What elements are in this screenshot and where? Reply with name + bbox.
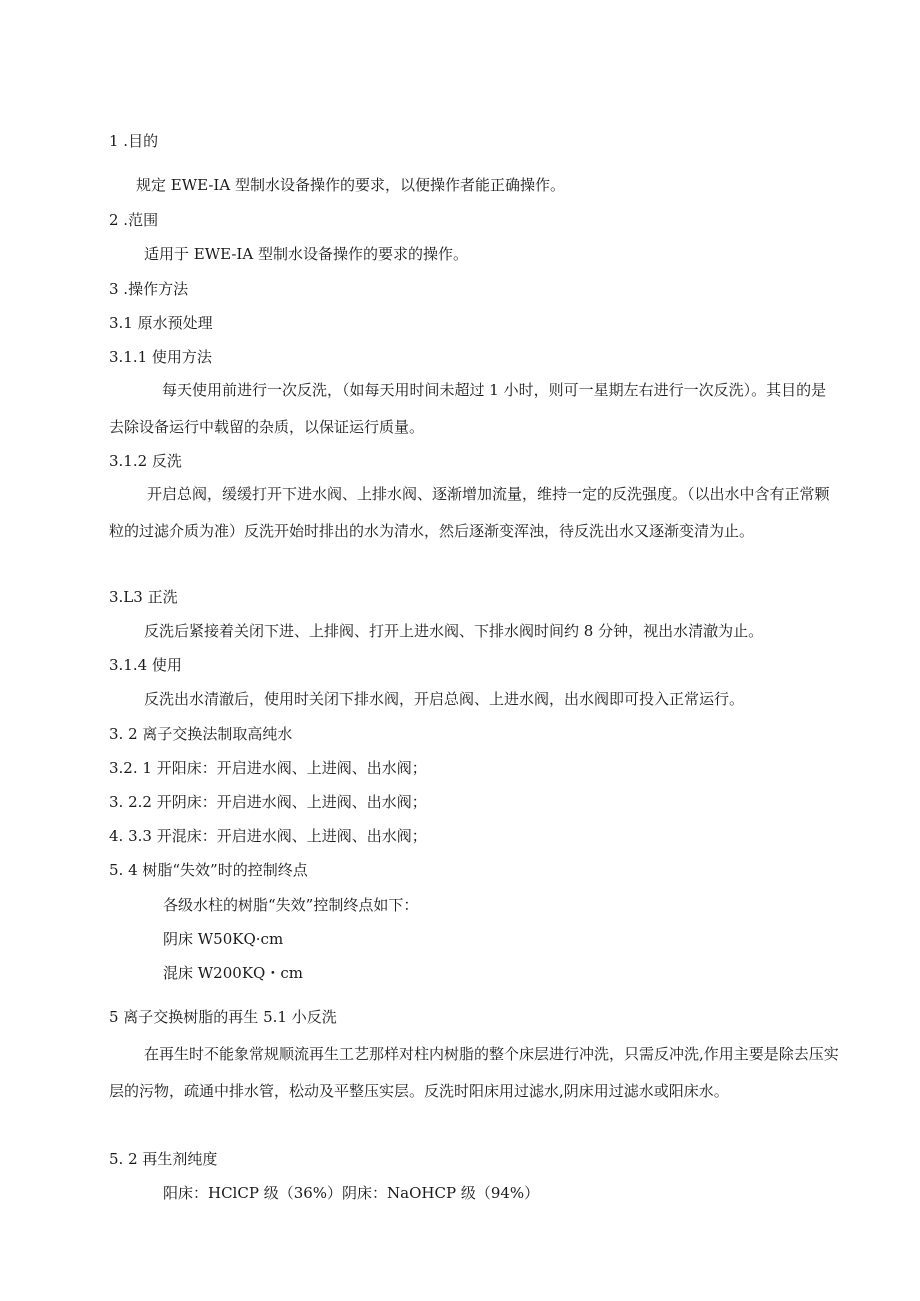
heading-usage-method: 3.1.1 使用方法 <box>109 348 212 366</box>
rinse-text: 反洗后紧接着关闭下进、上排阀、打开上进水阀、下排水阀时间约 8 分钟，视出水清澈为止。 <box>144 622 764 640</box>
backwash-paragraph: 开启总阀，缓缓打开下进水阀、上排水阀、逐渐增加流量，维持一定的反洗强度。（以出水中含有正常颗粒的过滤介质为准）反洗开始时排出的水为清水，然后逐渐变浑浊，待反洗出水又逐渐变清为止。 <box>109 485 830 540</box>
resin-failure-intro: 各级水柱的树脂“失效”控制终点如下： <box>163 896 419 914</box>
open-anion-bed: 3. 2.2 开阴床：开启进水阀、上进阀、出水阀； <box>109 793 427 811</box>
heading-rinse: 3.L3 正洗 <box>109 588 178 606</box>
open-cation-bed: 3.2. 1 开阳床：开启进水阀、上进阀、出水阀； <box>109 759 427 777</box>
heading-raw-water-pretreatment: 3.1 原水预处理 <box>109 314 213 332</box>
heading-purpose: 1 .目的 <box>109 132 159 150</box>
open-mixed-bed: 4. 3.3 开混床：开启进水阀、上进阀、出水阀； <box>109 827 427 845</box>
anion-bed-endpoint: 阴床 W50KQ·cm <box>163 930 284 948</box>
heading-resin-regeneration: 5 离子交换树脂的再生 5.1 小反洗 <box>109 1008 337 1026</box>
heading-backwash: 3.1.2 反洗 <box>109 452 182 470</box>
regenerant-purity-text: 阳床：HClCP 级（36%）阴床：NaOHCP 级（94%） <box>163 1184 540 1202</box>
usage-text: 反洗出水清澈后，使用时关闭下排水阀，开启总阀、上进水阀，出水阀即可投入正常运行。 <box>144 690 745 708</box>
mixed-bed-endpoint: 混床 W200KQ・cm <box>163 964 303 982</box>
small-backwash-paragraph: 在再生时不能象常规顺流再生工艺那样对柱内树脂的整个床层进行冲洗，只需反冲洗,作用主要是除去压实层的污物，疏通中排水管，松动及平整压实层。反洗时阳床用过滤水,阴床用过滤水或阳床水。 <box>109 1045 839 1100</box>
heading-resin-failure-endpoint: 5. 4 树脂“失效”时的控制终点 <box>109 861 308 879</box>
usage-method-paragraph: 每天使用前进行一次反洗，（如每天用时间未超过 1 小时，则可一星期左右进行一次反洗）。其目的是去除设备运行中载留的杂质，以保证运行质量。 <box>109 381 827 436</box>
scope-text: 适用于 EWE-IA 型制水设备操作的要求的操作。 <box>144 245 468 263</box>
heading-ion-exchange: 3. 2 离子交换法制取高纯水 <box>109 725 293 743</box>
purpose-text: 规定 EWE-IA 型制水设备操作的要求，以便操作者能正确操作。 <box>136 176 565 194</box>
heading-usage: 3.1.4 使用 <box>109 656 182 674</box>
heading-scope: 2 .范围 <box>109 211 159 229</box>
heading-regenerant-purity: 5. 2 再生剂纯度 <box>109 1150 218 1168</box>
heading-operation-method: 3 .操作方法 <box>109 280 189 298</box>
